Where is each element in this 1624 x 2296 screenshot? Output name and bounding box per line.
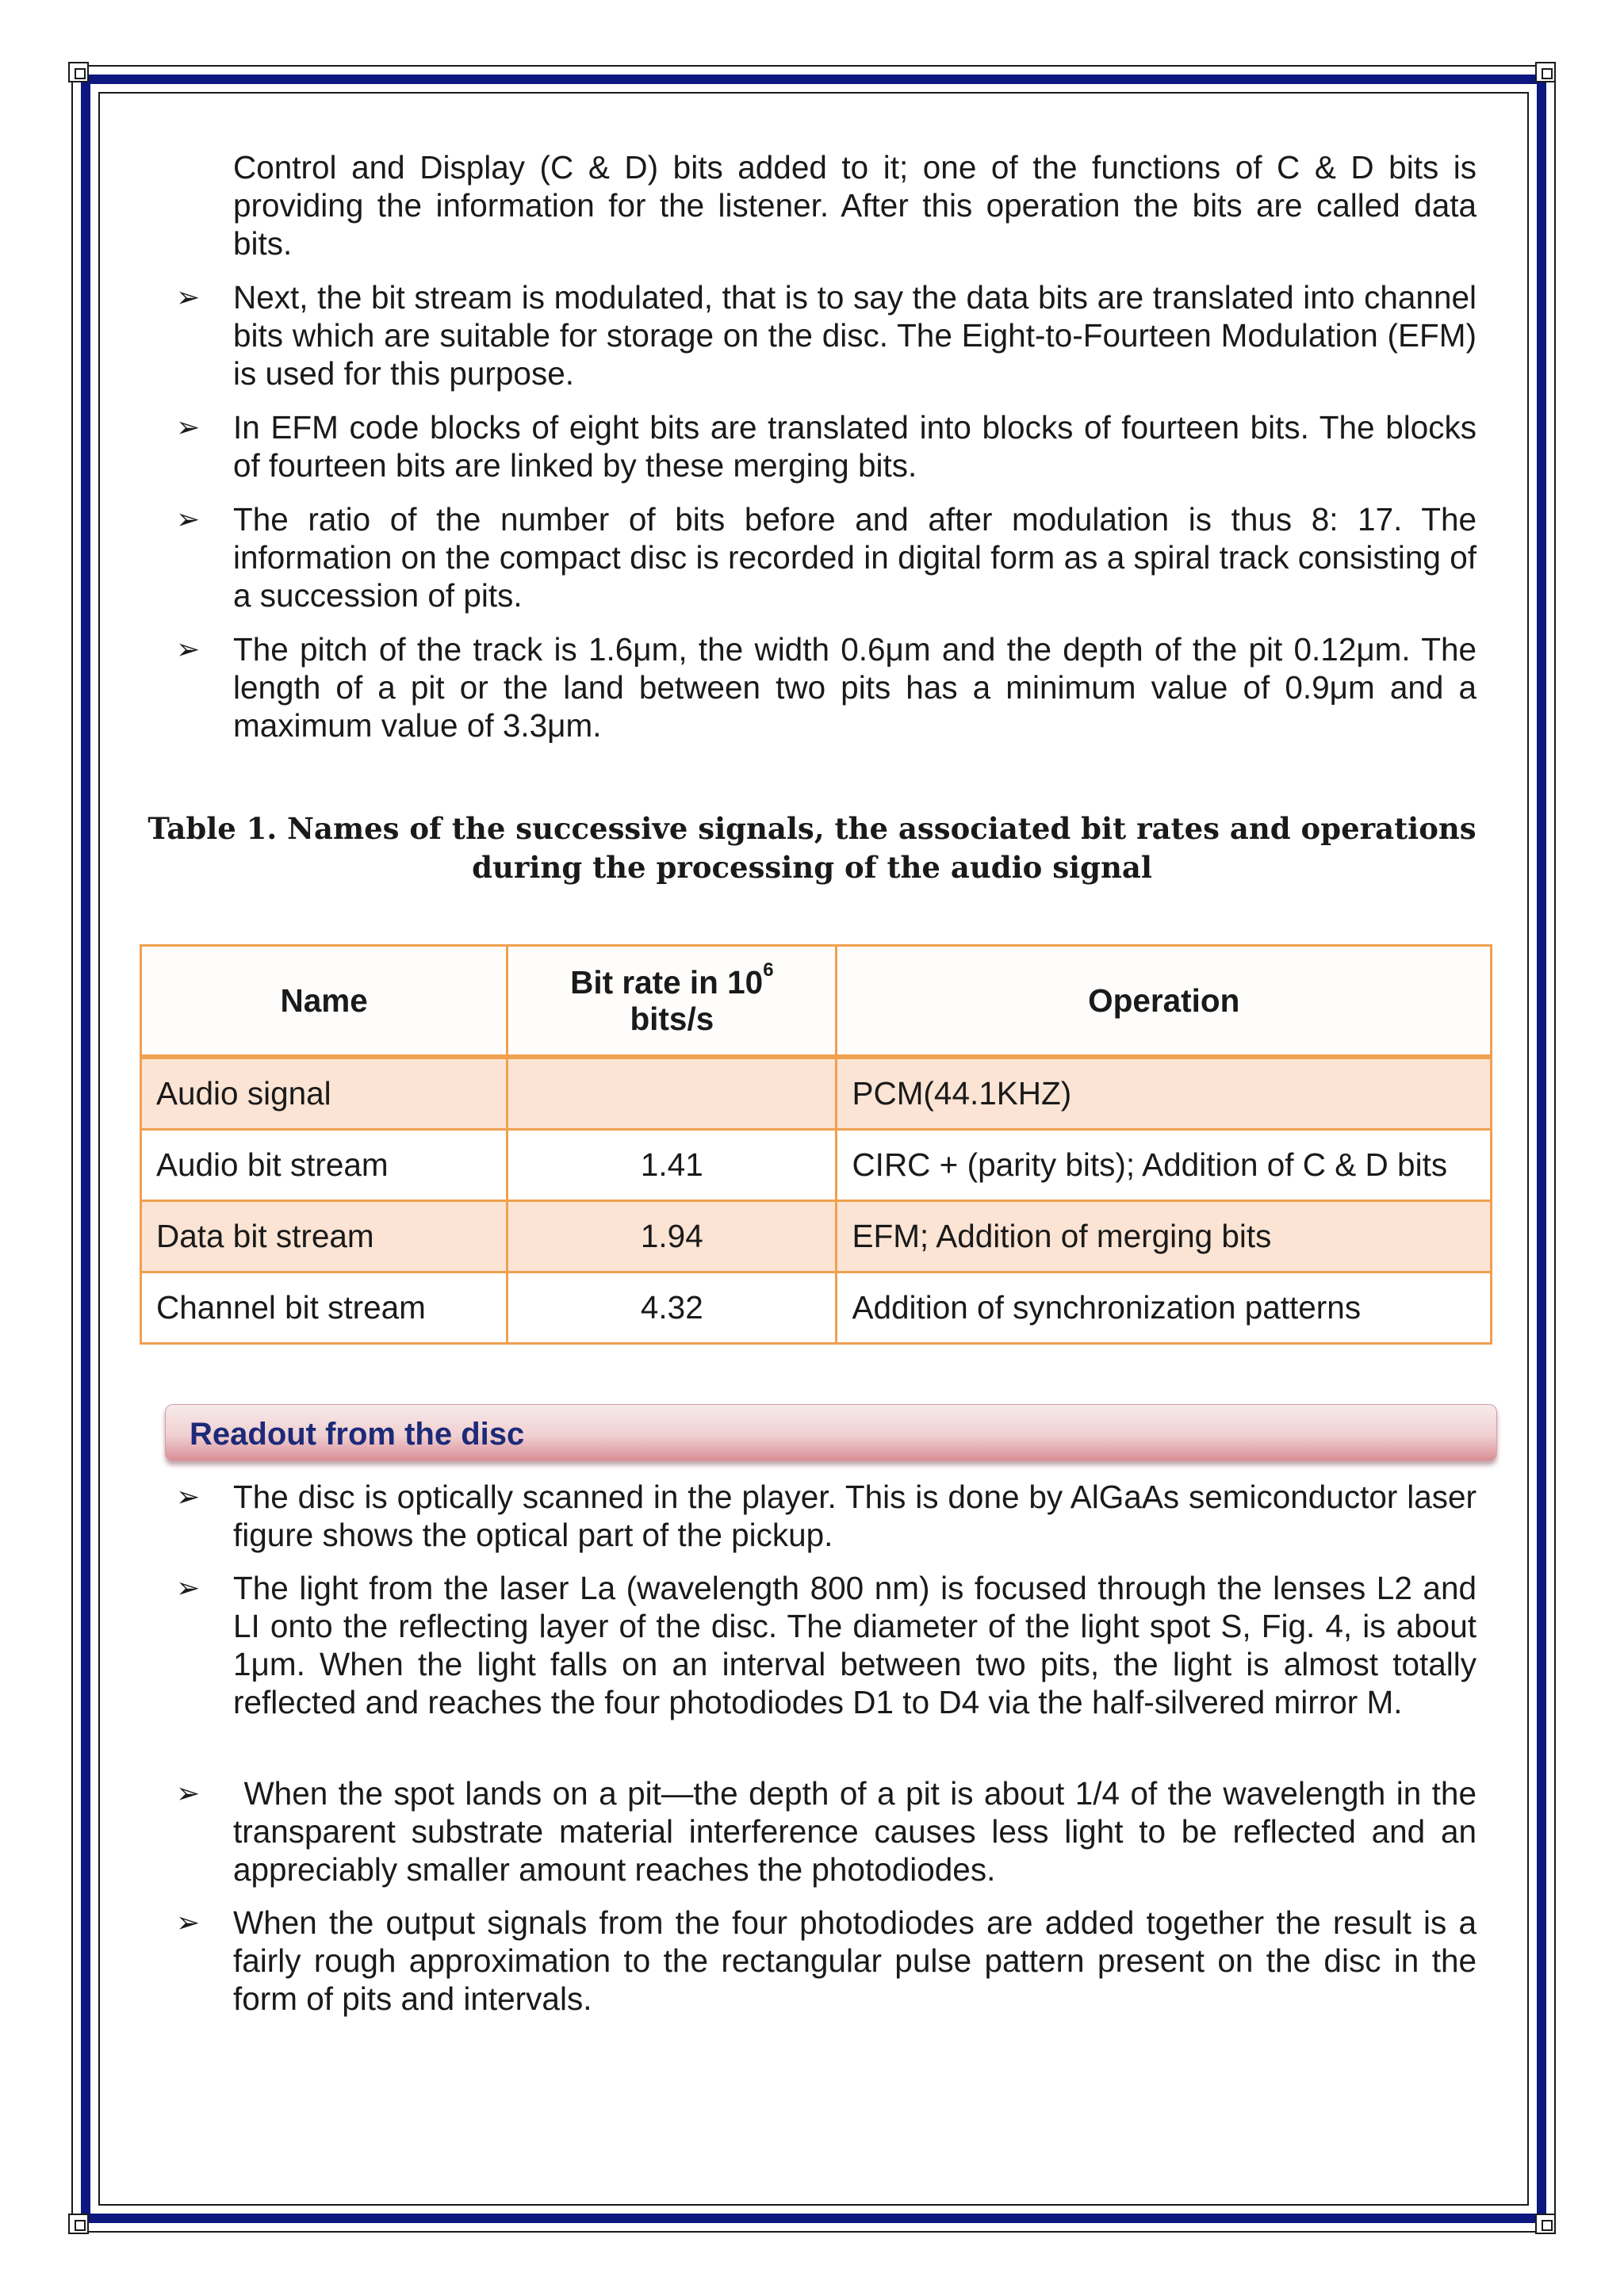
intro-bullet-2: In EFM code blocks of eight bits are translated into blocks of fourteen bits. The blocks of fourteen bits are linked by these merging bits. — [233, 409, 1477, 484]
section-heading-banner — [165, 1404, 1497, 1461]
bullet-arrow-icon: ➢ — [176, 1480, 201, 1513]
corner-ornament — [68, 62, 89, 82]
section-bullet-2: The light from the laser La (wavelength 800 nm) is focused through the lenses L2 and LI onto the reflecting layer of the disc. The diameter of the light spot S, Fig. 4, is about 1μm. When the light falls on an interval between two pits, the light is almost totally reflected and reaches the four photodiodes D1 to D4 via the half-silvered mirror M. — [233, 1570, 1477, 1720]
bullet-arrow-icon: ➢ — [176, 503, 201, 535]
header-bitrate-unit: bits/s — [630, 1001, 714, 1037]
header-name: Name — [141, 946, 508, 1058]
table-header-row — [141, 946, 1492, 1058]
cell-name: Channel bit stream — [141, 1272, 508, 1344]
cell-name: Audio bit stream — [141, 1130, 508, 1201]
bullet-arrow-icon: ➢ — [176, 1571, 201, 1604]
table-row — [141, 1130, 1492, 1201]
header-bitrate-text: Bit rate in 10 — [570, 964, 764, 1001]
cell-name: Audio signal — [141, 1057, 508, 1130]
cell-rate: 1.41 — [508, 1130, 837, 1201]
cell-operation: PCM(44.1KHZ) — [837, 1057, 1492, 1130]
cell-rate: 4.32 — [508, 1272, 837, 1344]
intro-bullet-4: The pitch of the track is 1.6μm, the width 0.6μm and the depth of the pit 0.12μm. The length of a pit or the land between two pits has a minimum value of 0.9μm and a maximum value of 3.3μm. — [233, 631, 1477, 744]
cell-rate: 1.94 — [508, 1201, 837, 1272]
section-bullet-1: The disc is optically scanned in the player. This is done by AlGaAs semiconductor laser figure shows the optical part of the pickup. — [233, 1479, 1477, 1553]
section-bullet-4: When the output signals from the four photodiodes are added together the result is a fairly rough approximation to the rectangular pulse pattern present on the disc in the form of pits and intervals. — [233, 1904, 1477, 2017]
header-bitrate — [508, 946, 837, 1058]
header-bitrate-exponent: 6 — [763, 959, 774, 981]
bullet-arrow-icon: ➢ — [176, 1777, 201, 1809]
table-row — [141, 1272, 1492, 1344]
cell-name: Data bit stream — [141, 1201, 508, 1272]
intro-bullet-3: The ratio of the number of bits before and after modulation is thus 8: 17. The information on the compact disc is recorded in digital form as a spiral track consisting of a succession of pits. — [233, 501, 1477, 614]
cell-operation: EFM; Addition of merging bits — [837, 1201, 1492, 1272]
cell-operation: Addition of synchronization patterns — [837, 1272, 1492, 1344]
table-row — [141, 1201, 1492, 1272]
cell-rate — [508, 1057, 837, 1130]
corner-ornament — [1535, 62, 1556, 82]
signal-table — [140, 944, 1492, 1345]
bullet-arrow-icon: ➢ — [176, 1906, 201, 1938]
bullet-arrow-icon: ➢ — [176, 411, 201, 443]
table-caption: Table 1. Names of the successive signals, the associated bit rates and operations during the processing of the audio signal — [147, 811, 1477, 885]
corner-ornament — [1535, 2214, 1556, 2234]
section-heading: Readout from the disc — [190, 1417, 525, 1452]
bullet-arrow-icon: ➢ — [176, 281, 201, 313]
intro-bullet-1: Next, the bit stream is modulated, that is to say the data bits are translated into channel bits which are suitable for storage on the disc. The Eight-to-Fourteen Modulation (EFM) is used for this purpose. — [233, 279, 1477, 392]
section-bullet-3: When the spot lands on a pit—the depth of a pit is about 1/4 of the wavelength in the transparent substrate material interference causes less light to be reflected and an appreciably smaller amount reaches the photodiodes. — [233, 1775, 1486, 1888]
intro-paragraph: Control and Display (C & D) bits added to it; one of the functions of C & D bits is providing the information for the listener. After this operation the bits are called data bits. — [233, 149, 1477, 262]
bullet-arrow-icon: ➢ — [176, 633, 201, 665]
cell-operation: CIRC + (parity bits); Addition of C & D bits — [837, 1130, 1492, 1201]
corner-ornament — [68, 2214, 89, 2234]
table-row — [141, 1057, 1492, 1130]
header-operation: Operation — [837, 946, 1492, 1058]
